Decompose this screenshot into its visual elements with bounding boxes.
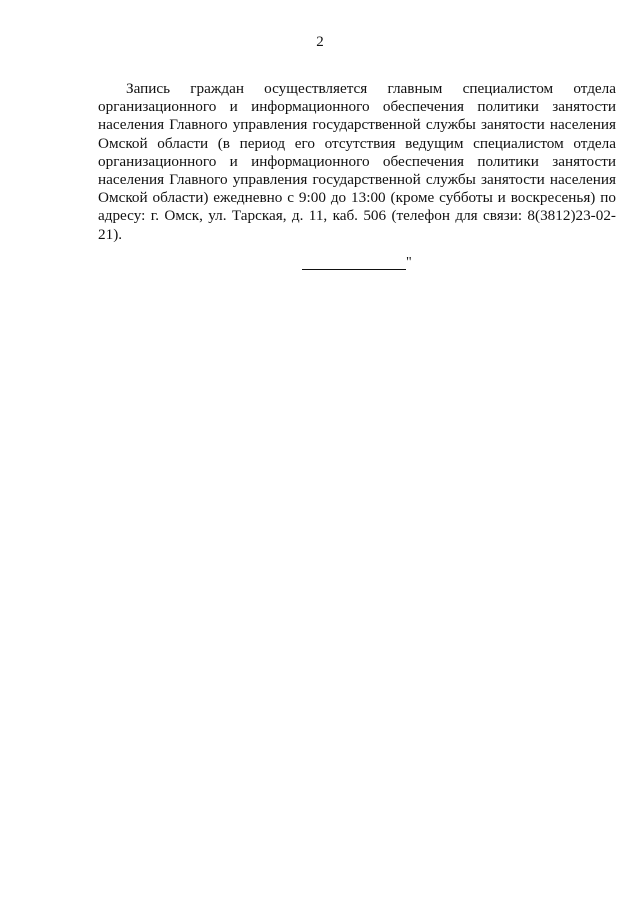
closing-underline [302,269,406,270]
page-number: 2 [316,34,324,50]
closing-quote: " [406,255,412,270]
body-paragraph: Запись граждан осуществляется главным специалистом отдела организационного и информационного обеспечения политики занятости населения Главного управления государственной службы занятости населения Омской области (в период его отсутствия ведущим специалистом отдела организационного и информационного обеспечения политики занятости населения Главного управления государственной службы занятости населения Омской области) ежедневно с 9:00 до 13:00 (кроме субботы и воскресенья) по адресу: г. Омск, ул. Тарская, д. 11, каб. 506 (телефон для связи: 8(3812)23-02-21). [98,80,616,243]
